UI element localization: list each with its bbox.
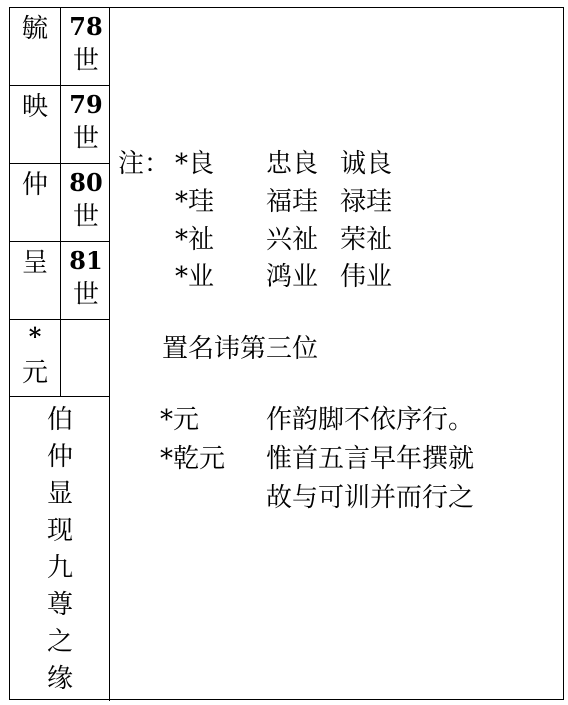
star-mark: * (28, 322, 42, 351)
generation-char-79: 映 (21, 92, 48, 122)
note-key: *祉 (175, 225, 215, 255)
row-divider-3 (10, 241, 109, 242)
generation-unit-78: 世 (72, 46, 99, 76)
generation-number-79: 79 (69, 90, 103, 119)
generation-char-81: 呈 (21, 248, 48, 278)
star-cell-char: 元 (21, 358, 48, 388)
col-divider-1 (60, 8, 61, 396)
notes-label: 注： (118, 149, 171, 179)
generation-number-78: 78 (69, 12, 103, 41)
note-name-a: 鸿业 (266, 262, 319, 292)
note-name-a: 忠良 (266, 149, 319, 179)
note-key: *珪 (175, 187, 215, 217)
extra-key: *元 (160, 405, 200, 435)
vertical-char: 现 (46, 516, 73, 546)
generation-unit-80: 世 (72, 202, 99, 232)
vertical-char: 仲 (46, 442, 73, 472)
note-name-b: 荣祉 (340, 225, 393, 255)
generation-unit-79: 世 (72, 124, 99, 154)
generation-number-81: 81 (69, 246, 103, 275)
vertical-char: 显 (46, 479, 73, 509)
note-name-a: 福珪 (266, 187, 319, 217)
extra-text: 故与可训并而行之 (266, 483, 475, 513)
row-divider-2 (10, 163, 109, 164)
vertical-char: 伯 (46, 405, 73, 435)
note-name-b: 伟业 (340, 262, 393, 292)
genealogy-table (9, 7, 564, 700)
vertical-char: 缘 (46, 664, 73, 694)
row-divider-5 (10, 396, 109, 397)
extra-text: 作韵脚不依序行。 (266, 405, 475, 435)
row-divider-1 (10, 85, 109, 86)
note-key: *业 (175, 262, 215, 292)
extra-text: 惟首五言早年撰就 (266, 444, 475, 474)
extra-key: *乾元 (160, 444, 226, 474)
vertical-char: 尊 (46, 590, 73, 620)
generation-char-80: 仲 (21, 170, 48, 200)
note-name-b: 禄珪 (340, 187, 393, 217)
note-name-b: 诚良 (340, 149, 393, 179)
generation-char-78: 毓 (21, 14, 48, 44)
row-divider-4 (10, 319, 109, 320)
generation-number-80: 80 (69, 168, 103, 197)
note-key: *良 (175, 149, 215, 179)
vertical-char: 之 (46, 627, 73, 657)
generation-unit-81: 世 (72, 280, 99, 310)
vertical-char: 九 (46, 553, 73, 583)
note-name-a: 兴祉 (266, 225, 319, 255)
naming-rule: 置名讳第三位 (162, 334, 319, 364)
